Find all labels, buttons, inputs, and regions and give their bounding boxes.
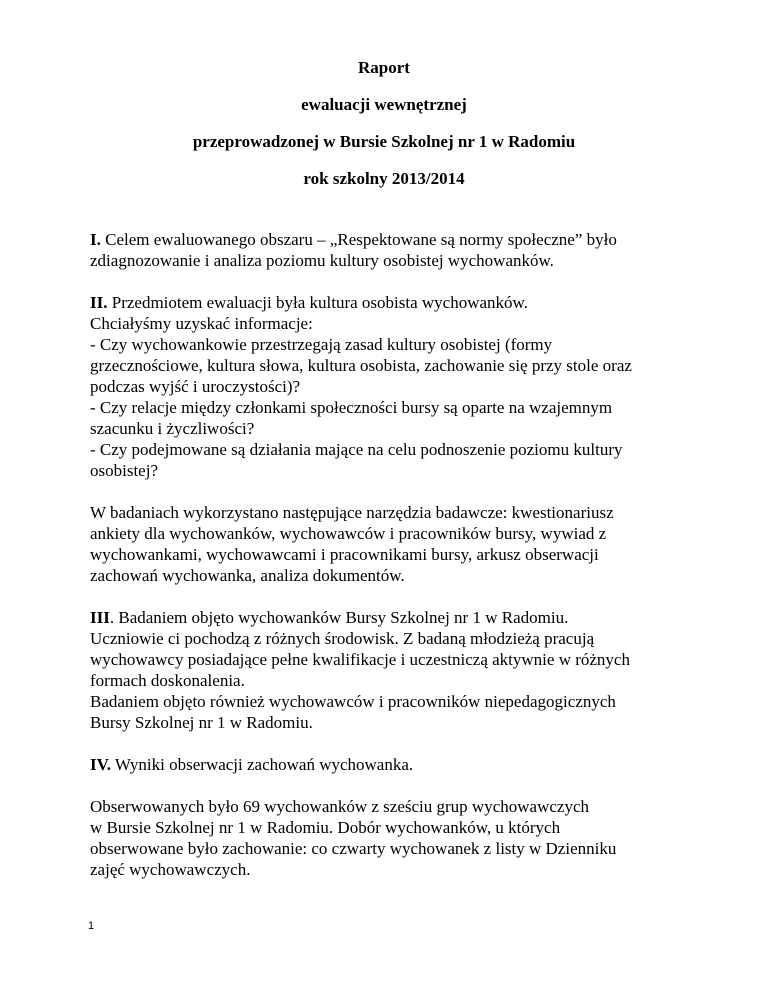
report-title-block	[0, 57, 768, 205]
text-line: Uczniowie ci pochodzą z różnych środowisk. Z badaną młodzieżą pracują	[90, 629, 595, 648]
text-line: grzecznościowe, kultura słowa, kultura osobista, zachowanie się przy stole oraz	[90, 356, 632, 375]
text-line: wychowankami, wychowawcami i pracownikami bursy, arkusz obserwacji	[90, 545, 599, 564]
text-line: podczas wyjść i uroczystości)?	[90, 377, 301, 396]
section-3-numeral: III	[90, 608, 110, 627]
text-span: Wyniki obserwacji zachowań wychowanka.	[110, 755, 414, 774]
text-line: - Czy wychowankowie przestrzegają zasad kultury osobistej (formy	[90, 335, 553, 354]
section-2-paragraph	[90, 292, 690, 481]
text-line: - Czy podejmowane są działania mające na celu podnoszenie poziomu kultury	[90, 440, 623, 459]
text-line: szacunku i życzliwości?	[90, 419, 255, 438]
text-line: Obserwowanych było 69 wychowanków z sześciu grup wychowawczych	[90, 797, 589, 816]
text-line: Badaniem objęto również wychowawców i pracowników niepedagogicznych	[90, 692, 616, 711]
text-line: - Czy relacje między członkami społeczności bursy są oparte na wzajemnym	[90, 398, 613, 417]
text-line: zajęć wychowawczych.	[90, 860, 251, 879]
report-subtitle-institution: przeprowadzonej w Bursie Szkolnej nr 1 w Radomiu	[192, 132, 576, 151]
text-line: osobistej?	[90, 461, 158, 480]
text-line: zachowań wychowanka, analiza dokumentów.	[90, 566, 405, 585]
report-school-year: rok szkolny 2013/2014	[303, 169, 465, 188]
text-span: Przedmiotem ewaluacji była kultura osobista wychowanków.	[107, 293, 528, 312]
text-line: zdiagnozowanie i analiza poziomu kultury osobistej wychowanków.	[90, 251, 554, 270]
text-line	[90, 754, 690, 775]
section-1-paragraph	[90, 229, 690, 271]
text-line: formach doskonalenia.	[90, 671, 245, 690]
text-line: Bursy Szkolnej nr 1 w Radomiu.	[90, 713, 313, 732]
research-tools-paragraph	[90, 502, 690, 586]
section-3-paragraph	[90, 607, 690, 733]
page-number: 1	[88, 920, 95, 932]
report-title: Raport	[358, 58, 410, 77]
text-line	[90, 607, 690, 628]
text-line	[90, 292, 690, 313]
section-4-paragraph	[90, 754, 690, 775]
report-subtitle-evaluation: ewaluacji wewnętrznej	[301, 95, 467, 114]
text-span: . Badaniem objęto wychowanków Bursy Szkolnej nr 1 w Radomiu.	[109, 608, 569, 627]
text-line: wychowawcy posiadające pełne kwalifikacje i uczestniczą aktywnie w różnych	[90, 650, 630, 669]
text-line: W badaniach wykorzystano następujące narzędzia badawcze: kwestionariusz	[90, 503, 614, 522]
text-span: Celem ewaluowanego obszaru – „Respektowane są normy społeczne” było	[100, 230, 617, 249]
section-4-numeral: IV.	[90, 755, 111, 774]
text-line: obserwowane było zachowanie: co czwarty wychowanek z listy w Dzienniku	[90, 839, 617, 858]
text-line: Chciałyśmy uzyskać informacje:	[90, 314, 313, 333]
report-body	[90, 229, 690, 901]
section-2-numeral: II.	[90, 293, 108, 312]
text-line	[90, 229, 690, 250]
text-line: ankiety dla wychowanków, wychowawców i pracowników bursy, wywiad z	[90, 524, 607, 543]
text-line: w Bursie Szkolnej nr 1 w Radomiu. Dobór wychowanków, u których	[90, 818, 561, 837]
observation-paragraph	[90, 796, 690, 880]
section-1-numeral: I.	[90, 230, 101, 249]
